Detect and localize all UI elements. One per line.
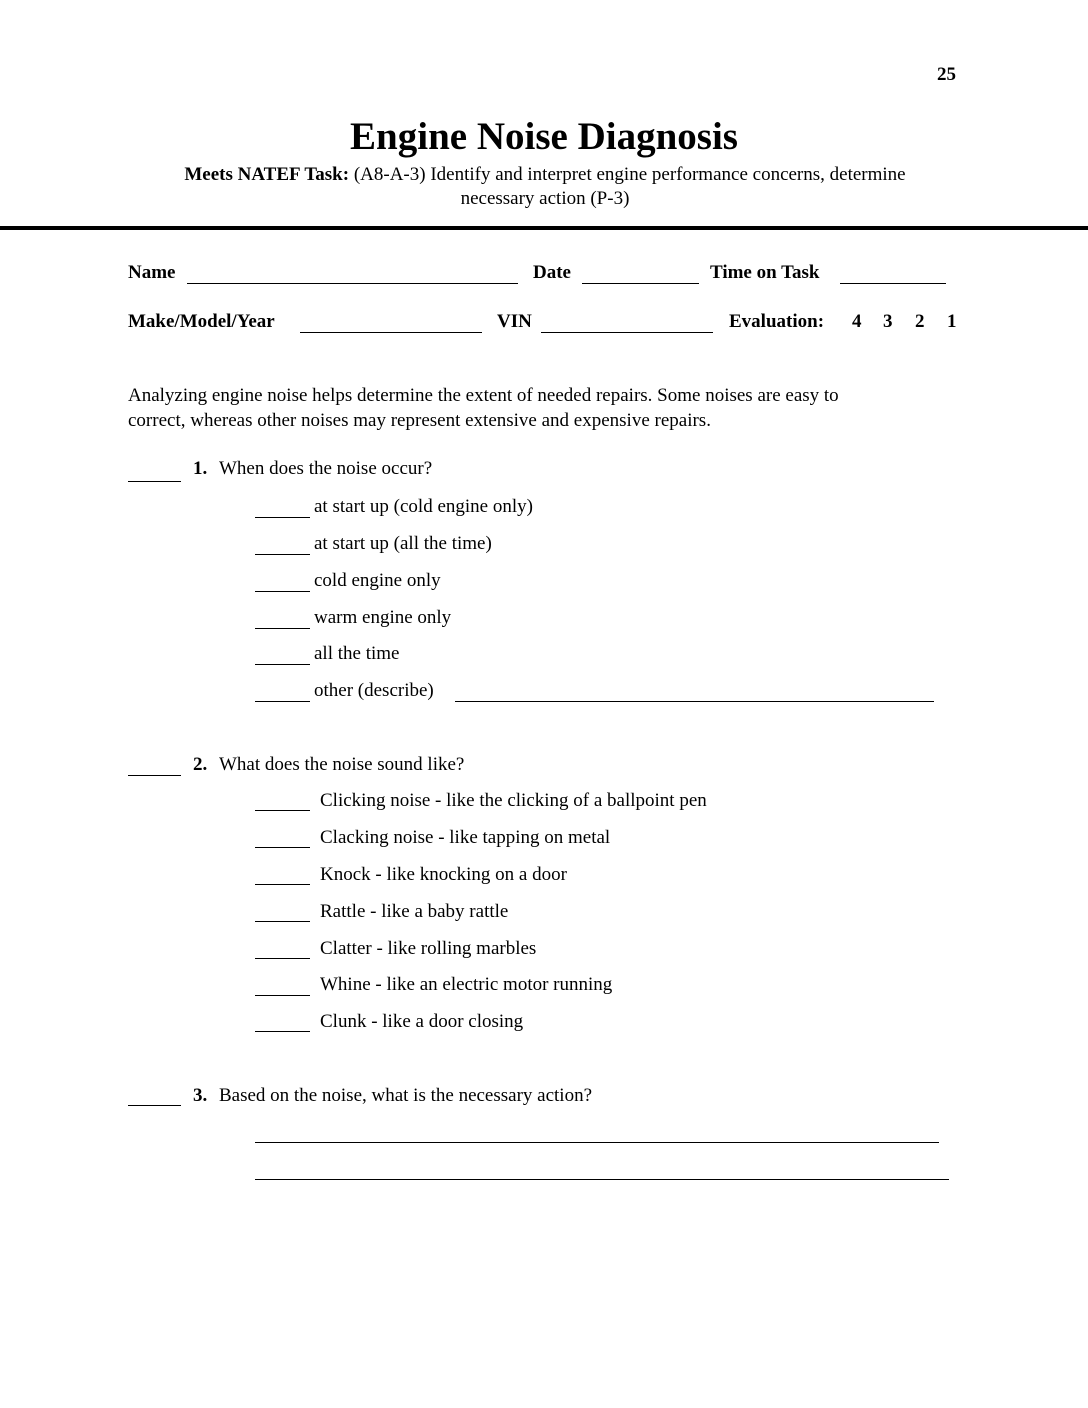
q1-option-blank[interactable] (255, 591, 310, 592)
q2-number-text: 2. (193, 754, 208, 775)
q1-number (193, 456, 207, 481)
q3-score-blank[interactable] (128, 1105, 181, 1106)
evaluation-score-1[interactable]: 1 (947, 311, 957, 332)
name-field[interactable] (187, 283, 518, 284)
q2-option: Clicking noise - like the clicking of a ballpoint pen (320, 790, 707, 811)
q2-text: What does the noise sound like? (219, 754, 465, 775)
intro-line-1: Analyzing engine noise helps determine the extent of needed repairs. Some noises are easy to (128, 385, 839, 406)
time-on-task-field[interactable] (840, 283, 946, 284)
vin-field[interactable] (541, 332, 713, 333)
q2-option: Clatter - like rolling marbles (320, 938, 537, 959)
page-title: Engine Noise Diagnosis (350, 115, 738, 158)
q1-option: at start up (cold engine only) (314, 496, 533, 517)
time-on-task-label: Time on Task (710, 262, 820, 283)
page-number: 25 (937, 64, 956, 85)
q3-number (193, 1083, 207, 1108)
q2-option-blank[interactable] (255, 995, 310, 996)
natef-text-2: necessary action (P-3) (460, 188, 630, 209)
evaluation-score-2[interactable]: 2 (915, 311, 925, 332)
q1-score-blank[interactable] (128, 481, 181, 482)
q1-number-text: 1. (193, 458, 208, 479)
q1-option: cold engine only (314, 570, 441, 591)
q2-option: Rattle - like a baby rattle (320, 901, 509, 922)
q1-option: at start up (all the time) (314, 533, 492, 554)
evaluation-label: Evaluation: (729, 311, 825, 332)
q3-number-text: 3. (193, 1085, 208, 1106)
intro-line-2: correct, whereas other noises may represent extensive and expensive repairs. (128, 410, 711, 431)
q2-option: Whine - like an electric motor running (320, 974, 613, 995)
vehicle-label: Make/Model/Year (128, 311, 275, 332)
name-label: Name (128, 262, 176, 283)
q2-option-blank[interactable] (255, 921, 310, 922)
q2-option-blank[interactable] (255, 810, 310, 811)
header-divider (0, 226, 1088, 230)
q2-option: Clacking noise - like tapping on metal (320, 827, 611, 848)
q2-option-blank[interactable] (255, 847, 310, 848)
natef-text-1: (A8-A-3) Identify and interpret engine performance concerns, determine (349, 164, 906, 185)
q1-option: warm engine only (314, 607, 452, 628)
q1-option-blank[interactable] (255, 628, 310, 629)
vin-label: VIN (497, 311, 532, 332)
q3-answer-line-1[interactable] (255, 1142, 939, 1143)
q2-option-blank[interactable] (255, 884, 310, 885)
q2-score-blank[interactable] (128, 775, 181, 776)
q3-text: Based on the noise, what is the necessary action? (219, 1085, 593, 1106)
q2-option-blank[interactable] (255, 1031, 310, 1032)
q1-other-describe-field[interactable] (455, 701, 934, 702)
q1-option: other (describe) (314, 680, 434, 701)
q1-option-blank[interactable] (255, 701, 310, 702)
q1-option: all the time (314, 643, 400, 664)
evaluation-score-3[interactable]: 3 (883, 311, 893, 332)
q2-option: Clunk - like a door closing (320, 1011, 524, 1032)
q1-option-blank[interactable] (255, 517, 310, 518)
vehicle-field[interactable] (300, 332, 482, 333)
evaluation-score-4[interactable]: 4 (852, 311, 862, 332)
q1-option-blank[interactable] (255, 554, 310, 555)
q2-option-blank[interactable] (255, 958, 310, 959)
q1-option-blank[interactable] (255, 664, 310, 665)
date-field[interactable] (582, 283, 699, 284)
date-label: Date (533, 262, 571, 283)
q2-option: Knock - like knocking on a door (320, 864, 567, 885)
q1-text: When does the noise occur? (219, 458, 433, 479)
natef-label: Meets NATEF Task: (184, 164, 350, 185)
q3-answer-line-2[interactable] (255, 1179, 949, 1180)
natef-task-subtitle (120, 163, 970, 211)
q2-number (193, 752, 207, 777)
